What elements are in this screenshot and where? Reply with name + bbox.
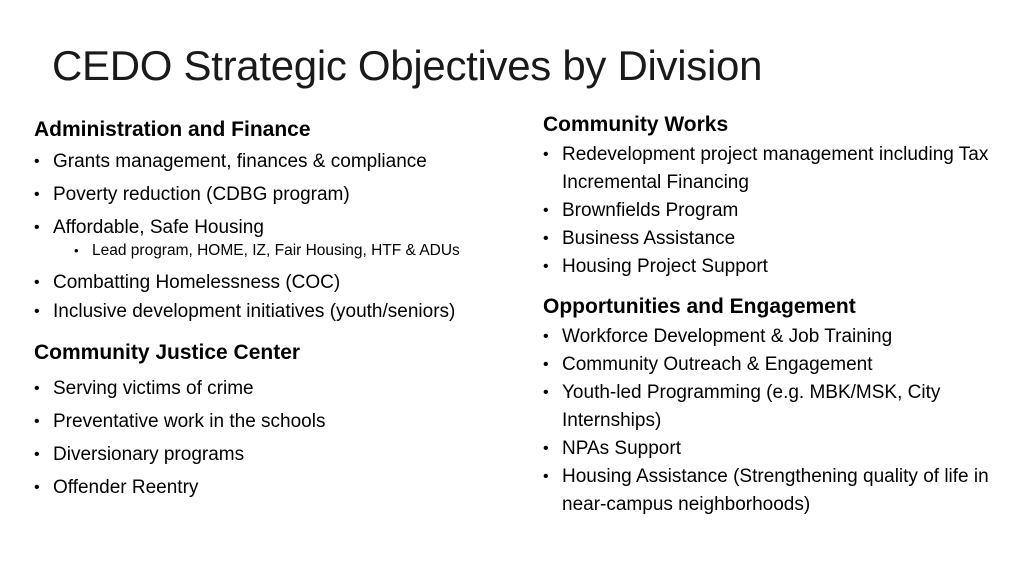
list-item-text: Preventative work in the schools — [53, 411, 326, 432]
bullet-icon: • — [543, 468, 549, 485]
bullet-icon: • — [34, 153, 40, 170]
list-item-text: Housing Assistance (Strengthening quality of life in near-campus neighborhoods) — [562, 466, 989, 515]
list-item — [34, 181, 534, 208]
section-heading: Opportunities and Engagement — [543, 295, 856, 318]
list-item-text: Grants management, finances & compliance — [53, 151, 427, 172]
list-item-text: Serving victims of crime — [53, 378, 254, 399]
bullet-icon: • — [34, 413, 40, 430]
list-item-text: NPAs Support — [562, 438, 681, 459]
list-item-text: Offender Reentry — [53, 477, 199, 498]
list-item — [543, 197, 1003, 225]
list-item — [34, 214, 534, 241]
bullet-icon: • — [34, 186, 40, 203]
right-column — [543, 111, 1003, 519]
bullet-icon: • — [34, 274, 40, 291]
list-item-text: Inclusive development initiatives (youth/seniors) — [53, 301, 456, 322]
list-item-text: Diversionary programs — [53, 444, 245, 465]
list-item — [34, 148, 534, 175]
section-heading: Administration and Finance — [34, 118, 311, 141]
bullet-icon: • — [543, 202, 549, 219]
list-item-text: Community Outreach & Engagement — [562, 354, 873, 375]
bullet-icon: • — [543, 356, 549, 373]
list-item — [34, 269, 534, 296]
list-item — [543, 435, 1003, 463]
bullet-icon: • — [34, 479, 40, 496]
list-item-text: Workforce Development & Job Training — [562, 326, 893, 347]
list-item-text: Housing Project Support — [562, 256, 768, 277]
bullet-icon: • — [543, 440, 549, 457]
bullet-icon: • — [34, 446, 40, 463]
sub-list-item-text: Lead program, HOME, IZ, Fair Housing, HTF & ADUs — [92, 242, 460, 259]
bullet-list — [543, 323, 1003, 519]
bullet-icon: • — [34, 303, 40, 320]
list-item-text: Poverty reduction (CDBG program) — [53, 184, 350, 205]
list-item — [543, 351, 1003, 379]
slide-title: CEDO Strategic Objectives by Division — [52, 42, 763, 89]
bullet-icon: • — [543, 146, 549, 163]
section-heading: Community Works — [543, 113, 729, 136]
section-heading: Community Justice Center — [34, 341, 301, 364]
bullet-list — [34, 375, 534, 501]
bullet-icon: • — [74, 243, 79, 258]
list-item-text: Redevelopment project management including Tax Incremental Financing — [562, 144, 989, 193]
list-item-text: Affordable, Safe Housing — [53, 217, 264, 238]
list-item — [543, 323, 1003, 351]
bullet-icon: • — [34, 219, 40, 236]
bullet-icon: • — [543, 230, 549, 247]
list-item-text: Youth-led Programming (e.g. MBK/MSK, City Internships) — [562, 382, 941, 431]
list-item — [34, 408, 534, 435]
list-item — [34, 441, 534, 468]
bullet-list — [543, 141, 1003, 281]
section-opportunities-engagement — [543, 293, 1003, 519]
list-item — [543, 141, 1003, 197]
bullet-icon: • — [34, 380, 40, 397]
list-item-text: Combatting Homelessness (COC) — [53, 272, 341, 293]
section-community-works — [543, 111, 1003, 281]
bullet-icon: • — [543, 258, 549, 275]
bullet-icon: • — [543, 384, 549, 401]
list-item — [543, 225, 1003, 253]
bullet-icon: • — [543, 328, 549, 345]
list-item — [34, 298, 534, 325]
list-item — [34, 474, 534, 501]
list-item — [543, 253, 1003, 281]
list-item — [543, 379, 1003, 435]
bullet-list — [34, 148, 534, 325]
section-community-justice-center — [34, 339, 534, 501]
list-item-text: Brownfields Program — [562, 200, 739, 221]
list-item — [543, 463, 1003, 519]
sub-list-item — [34, 241, 534, 261]
list-item — [34, 375, 534, 402]
left-column — [34, 116, 534, 507]
section-administration-finance — [34, 116, 534, 325]
list-item-text: Business Assistance — [562, 228, 736, 249]
